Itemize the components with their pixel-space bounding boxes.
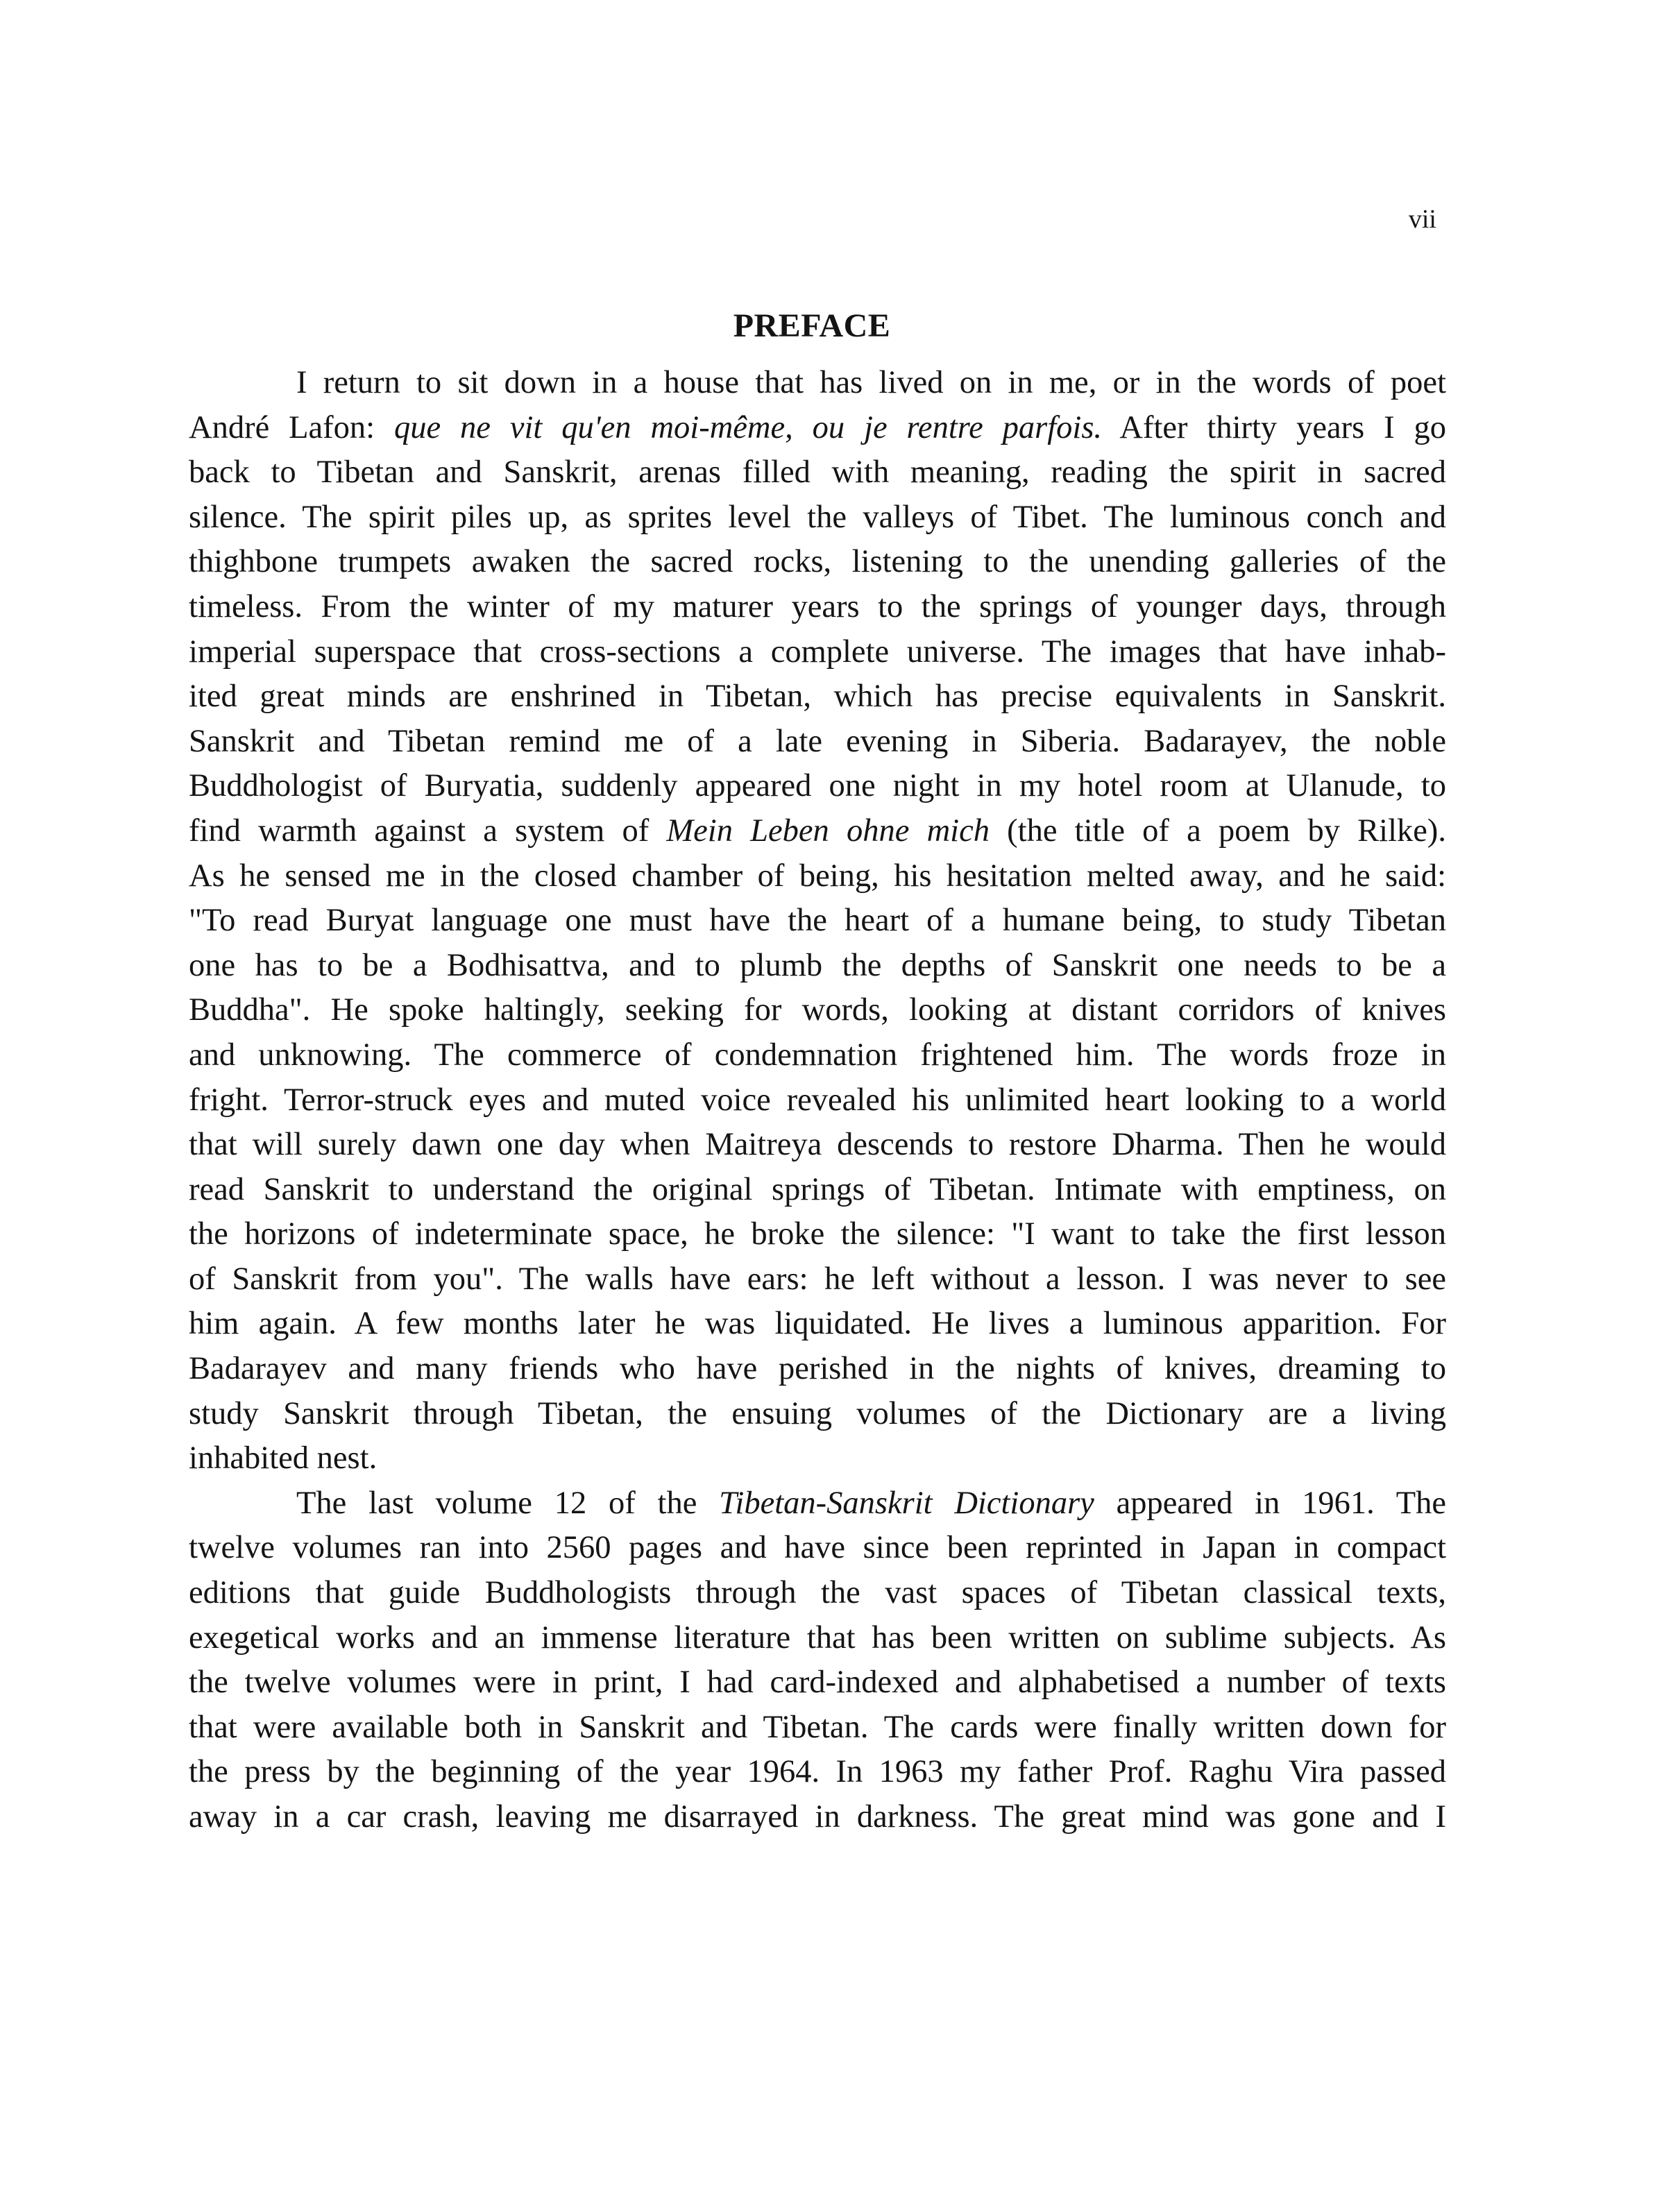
text-line: [189, 944, 1446, 989]
text-segment: silence. The spirit piles up, as sprites level the valleys of Tibet. The luminous conch and: [189, 499, 1446, 535]
text-segment: study Sanskrit through Tibetan, the ensuing volumes of the Dictionary are a living: [189, 1395, 1446, 1431]
text-line: [189, 1033, 1446, 1078]
text-segment: the twelve volumes were in print, I had card-indexed and alphabetised a number of texts: [189, 1665, 1446, 1701]
text-segment: thighbone trumpets awaken the sacred rocks, listening to the unending galleries of the: [189, 544, 1446, 580]
text-line: [189, 1571, 1446, 1616]
text-segment: of Sanskrit from you". The walls have ears: he left without a lesson. I was never to see: [189, 1261, 1446, 1297]
text-segment: him again. A few months later he was liquidated. He lives a luminous apparition. For: [189, 1306, 1446, 1342]
text-line: [189, 1436, 1446, 1481]
page-title: PREFACE: [733, 307, 891, 344]
text-segment: the press by the beginning of the year 1964. In 1963 my father Prof. Raghu Vira passed: [189, 1754, 1446, 1790]
italic-text: que ne vit qu'en moi-même, ou je rentre parfois.: [393, 409, 1103, 445]
text-segment: editions that guide Buddhologists through the vast spaces of Tibetan classical texts,: [189, 1575, 1446, 1611]
text-segment: twelve volumes ran into 2560 pages and have since been reprinted in Japan in compact: [189, 1530, 1446, 1566]
text-segment: find warmth against a system of: [189, 813, 667, 849]
text-segment: imperial superspace that cross-sections a complete universe. The images that have inhab-: [189, 633, 1446, 670]
text-line: [189, 1705, 1446, 1751]
text-segment: that were available both in Sanskrit and Tibetan. The cards were finally written down for: [189, 1709, 1446, 1745]
page-number: vii: [1408, 205, 1436, 234]
text-segment: and unknowing. The commerce of condemnation frightened him. The words froze in: [189, 1037, 1446, 1073]
text-segment: The last volume 12 of the: [296, 1485, 720, 1521]
text-line: [189, 450, 1446, 495]
text-line: [189, 585, 1446, 630]
text-line: [189, 540, 1446, 585]
italic-text: Mein Leben ohne mich: [666, 813, 990, 849]
text-line: [189, 630, 1446, 675]
preface-body: [189, 361, 1446, 1840]
text-segment: André Lafon:: [189, 409, 394, 445]
text-segment: (the title of a poem by Rilke).: [989, 813, 1446, 849]
text-line: [189, 764, 1446, 809]
text-line: [189, 1123, 1446, 1168]
text-segment: the horizons of indeterminate space, he broke the silence: "I want to take the first lesson: [189, 1216, 1446, 1252]
text-segment: Badarayev and many friends who have perished in the nights of knives, dreaming to: [189, 1351, 1446, 1387]
text-segment: Buddhologist of Buryatia, suddenly appeared one night in my hotel room at Ulanude, to: [189, 768, 1446, 804]
text-line: [189, 1302, 1446, 1347]
text-segment: one has to be a Bodhisattva, and to plumb the depths of Sanskrit one needs to be a: [189, 947, 1446, 983]
text-segment: As he sensed me in the closed chamber of being, his hesitation melted away, and he said:: [189, 858, 1446, 894]
text-segment: away in a car crash, leaving me disarrayed in darkness. The great mind was gone and I: [189, 1799, 1446, 1835]
text-line: [189, 1212, 1446, 1257]
text-line: [189, 1660, 1446, 1705]
text-segment: Buddha". He spoke haltingly, seeking for words, looking at distant corridors of knives: [189, 992, 1446, 1028]
text-segment: back to Tibetan and Sanskrit, arenas filled with meaning, reading the spirit in sacred: [189, 454, 1446, 491]
text-line: [189, 720, 1446, 765]
text-line: [189, 1616, 1446, 1661]
text-line: [189, 1257, 1446, 1302]
text-segment: that will surely dawn one day when Maitreya descends to restore Dharma. Then he would: [189, 1127, 1446, 1163]
text-line: [189, 1347, 1446, 1392]
text-line: [189, 809, 1446, 854]
text-segment: timeless. From the winter of my maturer years to the springs of younger days, through: [189, 588, 1446, 624]
text-segment: inhabited nest.: [189, 1440, 377, 1477]
text-line: [189, 495, 1446, 541]
text-line: [189, 1750, 1446, 1795]
text-segment: exegetical works and an immense literature that has been written on sublime subjects. As: [189, 1619, 1446, 1656]
text-line: [189, 899, 1446, 944]
paragraph: [189, 1481, 1446, 1840]
paragraph: [189, 361, 1446, 1481]
text-line: [189, 1392, 1446, 1437]
text-line: [189, 406, 1446, 451]
text-segment: read Sanskrit to understand the original springs of Tibetan. Intimate with emptiness, on: [189, 1171, 1446, 1207]
text-segment: ited great minds are enshrined in Tibetan, which has precise equivalents in Sanskrit.: [189, 679, 1446, 715]
text-line: [189, 1078, 1446, 1123]
text-segment: "To read Buryat language one must have the heart of a humane being, to study Tibetan: [189, 903, 1446, 939]
text-line: [189, 674, 1446, 720]
text-segment: Sanskrit and Tibetan remind me of a late evening in Siberia. Badarayev, the noble: [189, 723, 1446, 759]
text-segment: appeared in 1961. The: [1094, 1485, 1447, 1521]
text-segment: fright. Terror-struck eyes and muted voice revealed his unlimited heart looking to a world: [189, 1082, 1446, 1118]
text-segment: After thirty years I go: [1102, 409, 1446, 445]
text-line: [189, 1481, 1446, 1526]
text-segment: I return to sit down in a house that has lived on in me, or in the words of poet: [296, 365, 1446, 400]
text-line: [189, 1168, 1446, 1213]
text-line: [189, 988, 1446, 1033]
text-line: [189, 1526, 1446, 1571]
text-line: [189, 854, 1446, 899]
text-line: [189, 361, 1446, 406]
text-line: [189, 1795, 1446, 1840]
italic-text: Tibetan-Sanskrit Dictionary: [719, 1485, 1094, 1521]
